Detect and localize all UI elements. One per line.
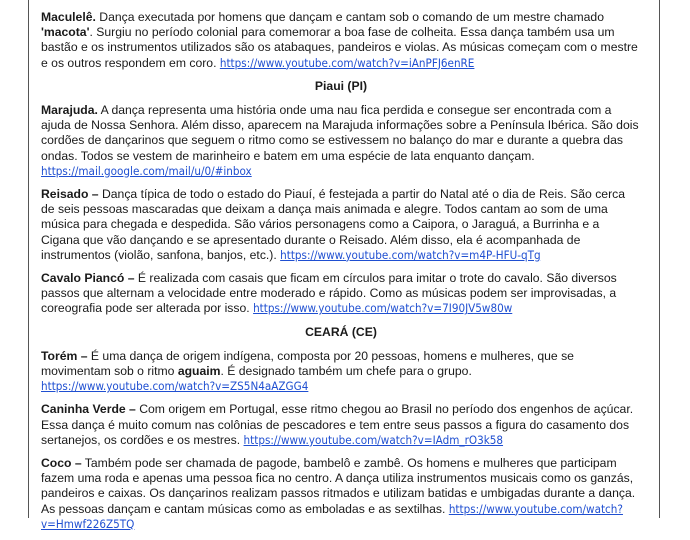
entry-text-continued: . É designado também um chefe para o grupo. (220, 364, 472, 379)
entry-text: É uma dança de origem indígena, composta por 20 pessoas, homens e mulheres, que se movimentam sob o ritmo (41, 348, 574, 379)
video-link[interactable]: https://www.youtube.com/watch?v=ZS5N4aAZGG4 (41, 379, 309, 394)
mail-link[interactable]: https://mail.google.com/mail/u/0/#inbox (41, 163, 252, 178)
entry-torem (41, 349, 641, 395)
entry-caninha-verde (41, 402, 641, 448)
entry-text-continued: . Surgiu no período colonial para comemorar a boa fase de colheita. Essa dança também usa um bastão e os instrumentos utilizados são os atabaques, pandeiros e violas. As músicas começam com o mestre e os outros respondem em coro. (41, 25, 638, 70)
entry-marajuda (41, 103, 641, 179)
video-link[interactable]: https://www.youtube.com/watch?v=7I90JV5w80w (253, 301, 513, 316)
entry-maculele (41, 10, 641, 71)
entry-cavalo-pianco (41, 271, 641, 317)
entry-title: Maculelê. (41, 10, 96, 24)
entry-text: Também pode ser chamada de pagode, bambelô e zambê. Os homens e mulheres que participam fazem uma roda e apenas uma pessoa fica no centro. A dança utiliza instrumentos musicais como os ganzás, pandeiros e caixas. Os dançarinos realizam passos ritmados e utilizam batidas e umbigadas durante a dança. As pessoas dançam e cantam músicas como as emboladas e as sextilhas. (41, 456, 636, 516)
entry-text: É realizada com casais que ficam em círculos para imitar o trote do cavalo. São diversos passos que alternam a velocidade entre moderado e rápido. Como as músicas podem ser improvisadas, a coreografia pode ser alterada por isso. (41, 271, 617, 316)
entry-title: Coco – (41, 456, 82, 471)
video-link[interactable]: https://www.youtube.com/watch?v=m4P-HFU-qTg (280, 247, 541, 262)
entry-text: A dança representa uma história onde uma nau fica perdida e consegue ser encontrada com a ajuda de Nossa Senhora. Além disso, aparecem na Marajuda informações sobre a Península Ibérica. São dois cordões de dançarinos que seguem o ritmo como se estivessem no balanço do mar e durante a quebra das ondas. Todos se vestem de marinheiro e batem em uma espécie de lata enquanto dançam. (41, 103, 639, 163)
entry-title: Reisado – (41, 187, 99, 202)
entry-emphasis: 'macota' (41, 25, 90, 40)
entry-coco (41, 456, 641, 532)
section-heading-piaui: Piaui (PI) (314, 78, 368, 93)
document-body (41, 10, 641, 540)
entry-title: Marajuda. (41, 103, 98, 118)
entry-emphasis: aguaim (177, 364, 221, 379)
entry-text: Dança típica de todo o estado do Piauí, é festejada a partir do Natal até o dia de Reis. São cerca de seis pessoas mascaradas que deixam a dança mais animada e alegre. Todos cantam ao som de uma música para chegada e despedida. São vários personagens como a Caipora, o Jaraguá, a Burrinha e a Cigana que vão dançando e se apresentado durante o Reisado. Além disso, ela é acompanhada de instrumentos (violão, sanfona, banjos, etc.). (41, 187, 626, 262)
video-link[interactable]: https://www.youtube.com/watch?v=Hmwf226Z5TQ (41, 501, 623, 531)
entry-title: Torém – (41, 348, 88, 363)
video-link[interactable]: https://www.youtube.com/watch?v=IAdm_rO3k58 (243, 432, 504, 447)
section-heading-ceara: CEARÁ (CE) (305, 324, 377, 339)
entry-reisado (41, 187, 641, 263)
entry-title: Cavalo Piancó – (41, 271, 135, 286)
video-link[interactable]: https://www.youtube.com/watch?v=iAnPFJ6enRE (219, 55, 475, 70)
entry-text: Dança executada por homens que dançam e cantam sob o comando de um mestre chamado (95, 10, 604, 24)
entry-title: Caninha Verde – (41, 402, 136, 417)
entry-text: Com origem em Portugal, esse ritmo chegou ao Brasil no período dos engenhos de açúcar. Essa dança é muito comum nas colônias de pescadores e tem entre seus passos a figura do casamento dos sertanejos, os cordões e os mestres. (41, 402, 634, 447)
